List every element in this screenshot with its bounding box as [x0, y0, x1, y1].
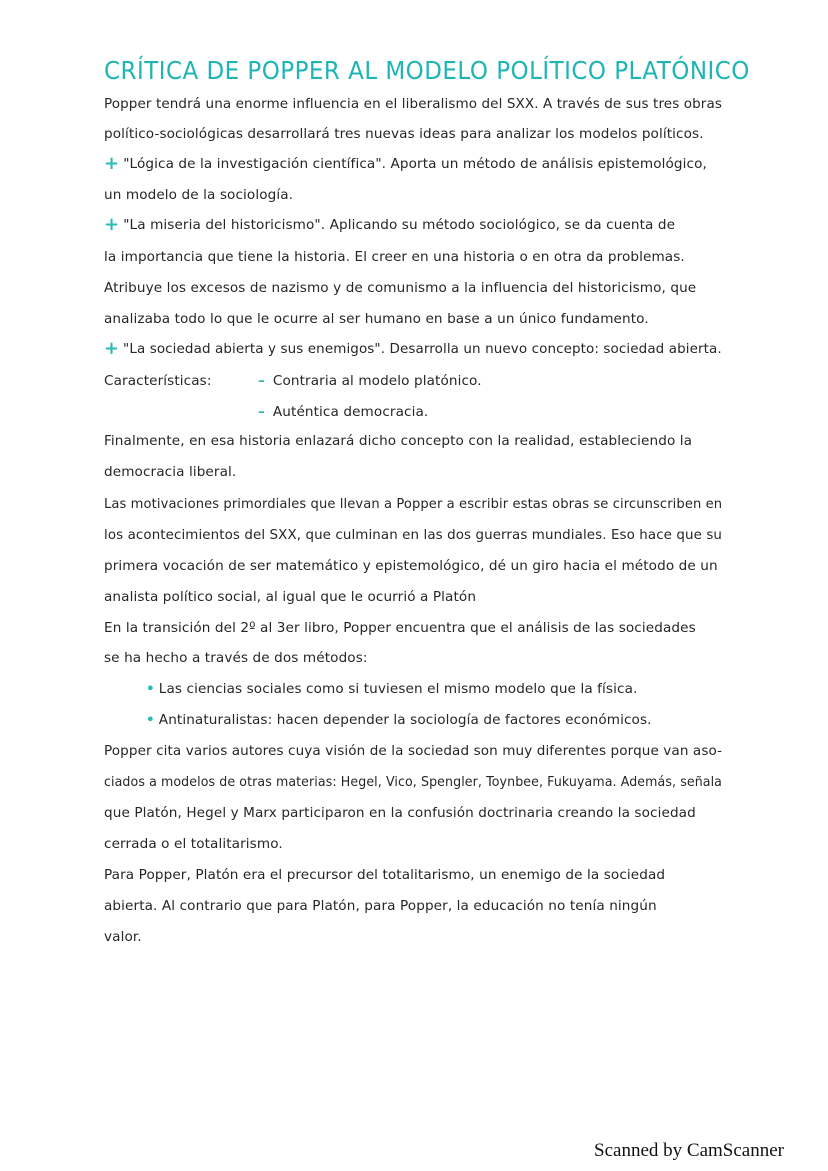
paragraph-line — [104, 249, 685, 265]
page-title: CRÍTICA DE POPPER AL MODELO POLÍTICO PLATÓNICO — [104, 56, 750, 85]
line-text: los acontecimientos del SXX, que culminan en las dos guerras mundiales. Eso hace que su — [104, 527, 723, 543]
paragraph-line — [104, 527, 722, 543]
plus-icon: + — [104, 214, 120, 235]
line-text: En la transición del 2º al 3er libro, Popper encuentra que el análisis de las sociedades — [104, 620, 696, 636]
characteristic-item — [258, 373, 482, 389]
line-text: Contraria al modelo platónico. — [272, 373, 482, 389]
line-text: cerrada o el totalitarismo. — [104, 836, 283, 852]
work-item-logica — [104, 153, 707, 174]
bullet-icon: • — [146, 681, 155, 697]
dash-icon: – — [258, 373, 265, 389]
line-text: Las ciencias sociales como si tuviesen el mismo modelo que la física. — [158, 681, 638, 697]
scanner-watermark: Scanned by CamScanner — [594, 1140, 784, 1161]
paragraph-line — [104, 836, 283, 852]
line-text: "Lógica de la investigación científica". Aporta un método de análisis epistemológico, — [123, 156, 707, 172]
paragraph-line — [104, 311, 649, 327]
line-text: Popper cita varios autores cuya visión de la sociedad son muy diferentes porque van aso- — [104, 743, 723, 759]
line-text: "La miseria del historicismo". Aplicando su método sociológico, se da cuenta de — [123, 217, 676, 233]
paragraph-line — [104, 774, 722, 790]
method-item — [146, 712, 652, 728]
paragraph-line — [104, 898, 657, 914]
plus-icon: + — [104, 153, 120, 174]
paragraph-line — [104, 620, 696, 636]
line-text: Antinaturalistas: hacen depender la sociología de factores económicos. — [158, 712, 652, 728]
plus-icon: + — [104, 338, 120, 359]
characteristics-label — [104, 373, 212, 389]
line-text: "La sociedad abierta y sus enemigos". Desarrolla un nuevo concepto: sociedad abierta. — [123, 341, 722, 357]
paragraph-line — [104, 867, 665, 883]
line-text: político-sociológicas desarrollará tres nuevas ideas para analizar los modelos políticos. — [104, 126, 704, 142]
line-text: se ha hecho a través de dos métodos: — [104, 650, 368, 666]
work-item-sociedad-abierta — [104, 338, 722, 359]
line-text: Auténtica democracia. — [272, 404, 429, 420]
method-item — [146, 681, 637, 697]
dash-icon: – — [258, 404, 265, 420]
line-text: Finalmente, en esa historia enlazará dicho concepto con la realidad, estableciendo la — [104, 433, 693, 449]
paragraph-line — [104, 743, 722, 759]
line-text: la importancia que tiene la historia. El creer en una historia o en otra da problemas. — [104, 249, 685, 265]
work-item-miseria — [104, 214, 675, 235]
line-text: ciados a modelos de otras materias: Hegel, Vico, Spengler, Toynbee, Fukuyama. Además, señala — [104, 774, 723, 790]
paragraph-line — [104, 433, 692, 449]
line-text: Características: — [104, 373, 212, 389]
line-text: un modelo de la sociología. — [104, 187, 294, 203]
line-text: que Platón, Hegel y Marx participaron en la confusión doctrinaria creando la sociedad — [104, 805, 696, 821]
line-text: valor. — [104, 929, 142, 945]
paragraph-line — [104, 187, 293, 203]
line-text: democracia liberal. — [104, 464, 237, 480]
paragraph-line — [104, 496, 722, 512]
line-text: primera vocación de ser matemático y epistemológico, dé un giro hacia el método de un — [104, 558, 718, 574]
characteristic-item — [258, 404, 428, 420]
paragraph-line — [104, 280, 696, 296]
line-text: analista político social, al igual que le ocurrió a Platón — [104, 589, 477, 605]
line-text: Las motivaciones primordiales que llevan a Popper a escribir estas obras se circunscriben en — [104, 496, 723, 512]
line-text: Para Popper, Platón era el precursor del totalitarismo, un enemigo de la sociedad — [104, 867, 666, 883]
paragraph-line — [104, 558, 718, 574]
line-text: Popper tendrá una enorme influencia en el liberalismo del SXX. A través de sus tres obras — [104, 96, 722, 112]
paragraph-line — [104, 126, 704, 142]
paragraph-line — [104, 589, 476, 605]
paragraph-line — [104, 805, 696, 821]
paragraph-line — [104, 96, 722, 112]
paragraph-line — [104, 464, 236, 480]
line-text: analizaba todo lo que le ocurre al ser humano en base a un único fundamento. — [104, 311, 649, 327]
bullet-icon: • — [146, 712, 155, 728]
paragraph-line — [104, 650, 368, 666]
line-text: Atribuye los excesos de nazismo y de comunismo a la influencia del historicismo, que — [104, 280, 697, 296]
line-text: abierta. Al contrario que para Platón, para Popper, la educación no tenía ningún — [104, 898, 657, 914]
paragraph-line — [104, 929, 142, 945]
